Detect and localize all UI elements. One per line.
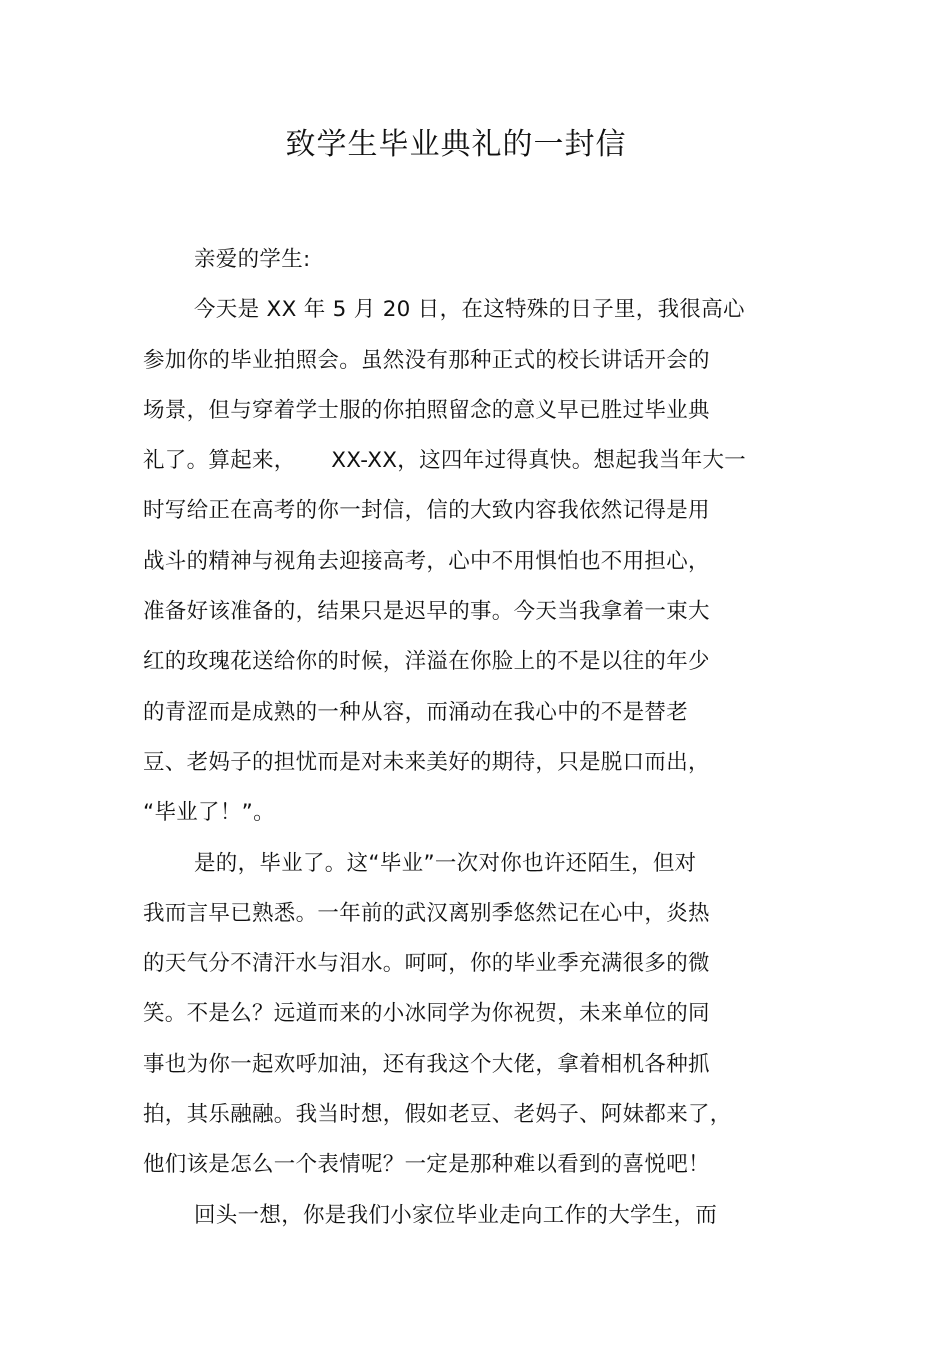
letter-body [143,235,783,1241]
paragraph-1-line-7: 准备好该准备的，结果只是迟早的事。今天当我拿着一束大 [143,599,710,625]
paragraph-1-line-5: 时写给正在高考的你一封信，信的大致内容我依然记得是用 [143,498,710,524]
paragraph-1-line-10: 豆、老妈子的担忧而是对未来美好的期待，只是脱口而出， [143,749,710,775]
paragraph-2-line-6: 拍，其乐融融。我当时想，假如老豆、老妈子、阿妹都来了， [143,1102,732,1128]
paragraph-2-line-7: 他们该是怎么一个表情呢？一定是那种难以看到的喜悦吧！ [143,1152,710,1178]
document-title: 致学生毕业典礼的一封信 [285,127,627,162]
paragraph-1-line-8: 红的玫瑰花送给你的时候，洋溢在你脸上的不是以往的年少 [143,649,710,675]
paragraph-1-line-3: 场景，但与穿着学士服的你拍照留念的意义早已胜过毕业典 [143,397,710,423]
paragraph-2-line-1: 是的，毕业了。这“毕业”一次对你也许还陌生，但对 [194,850,697,876]
paragraph-2-line-3: 的天气分不清汗水与泪水。呵呵，你的毕业季充满很多的微 [143,951,710,977]
paragraph-1-line-9: 的青涩而是成熟的一种从容，而涌动在我心中的不是替老 [143,699,689,725]
paragraph-2-line-5: 事也为你一起欢呼加油，还有我这个大佬，拿着相机各种抓 [143,1051,710,1077]
paragraph-3-line-1: 回头一想，你是我们小家位毕业走向工作的大学生，而 [194,1202,718,1228]
salutation-line: 亲爱的学生: [194,247,311,272]
paragraph-2-line-2: 我而言早已熟悉。一年前的武汉离别季悠然记在心中，炎热 [143,900,710,926]
paragraph-2-line-4: 笑。不是么？远道而来的小冰同学为你祝贺，未来单位的同 [143,1001,710,1027]
paragraph-1-line-11: “毕业了！”。 [143,800,275,826]
paragraph-1-line-4: 礼了。算起来， XX-XX，这四年过得真快。想起我当年大一 [143,448,747,474]
paragraph-1-line-6: 战斗的精神与视角去迎接高考，心中不用惧怕也不用担心， [143,548,710,574]
paragraph-1-line-2: 参加你的毕业拍照会。虽然没有那种正式的校长讲话开会的 [143,347,710,373]
paragraph-1-line-1: 今天是 XX 年 5 月 20 日，在这特殊的日子里，我很高心 [194,297,745,323]
